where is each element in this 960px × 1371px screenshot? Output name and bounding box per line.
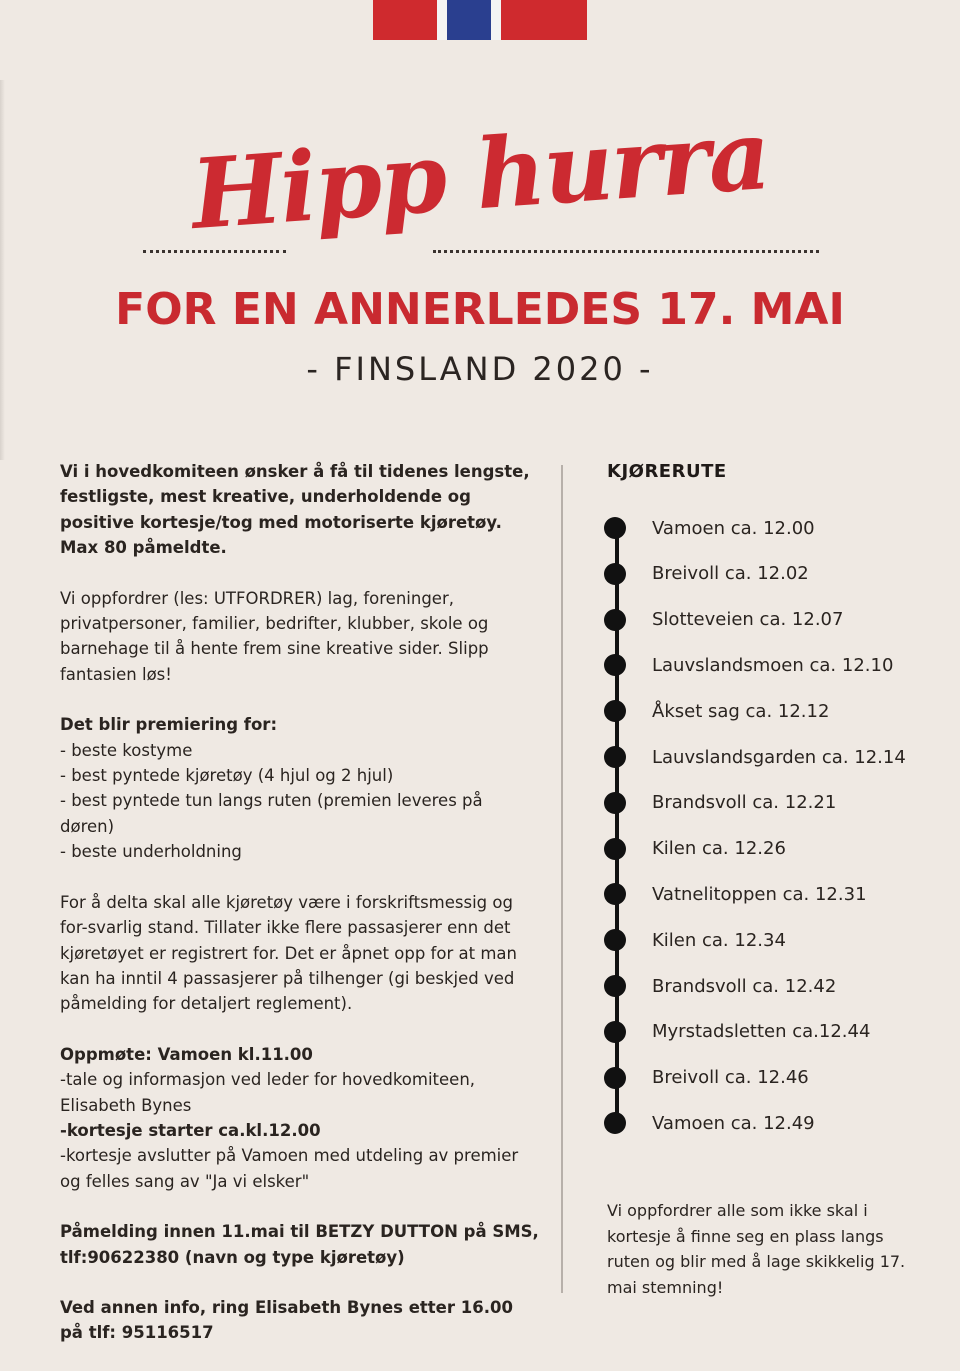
route-note: Vi oppfordrer alle som ikke skal i kortesje å finne seg en plass langs ruten og blir med å lage skikkelig 17. mai stemning!	[607, 1201, 906, 1297]
route-stop-label: Brandsvoll ca. 12.42	[652, 975, 837, 997]
route-stop-label: Brandsvoll ca. 12.21	[652, 792, 837, 814]
route-stop	[604, 790, 836, 816]
subline: - FINSLAND 2020 -	[306, 350, 654, 388]
route-stop-label: Breivoll ca. 12.02	[652, 563, 809, 585]
timeline-dot-icon	[604, 792, 626, 814]
signup-text: Påmelding innen 11.mai til BETZY DUTTON på SMS, tlf:90622380 (navn og type kjøretøy)	[60, 1222, 539, 1267]
route-stop-label: Myrstadsletten ca.12.44	[652, 1021, 871, 1043]
route-stop-label: Åkset sag ca. 12.12	[652, 700, 830, 722]
intro-text: Vi i hovedkomiteen ønsker å få til tidenes lengste, festligste, mest kreative, underholdende og positive kortesje/tog med motoriserte kjøretøy. Max 80 påmeldte.	[60, 462, 530, 558]
meeting-block	[60, 1042, 540, 1194]
timeline-dot-icon	[604, 929, 626, 951]
prizes-heading: Det blir premiering for:	[60, 715, 278, 735]
route-stop-label: Vamoen ca. 12.00	[652, 517, 815, 539]
meeting-end: -kortesje avslutter på Vamoen med utdeling av premier og felles sang av "Ja vi elsker"	[60, 1146, 519, 1191]
timeline-dot-icon	[604, 883, 626, 905]
route-stop	[604, 1019, 870, 1045]
dotted-rule-right	[433, 250, 819, 253]
route-stop	[604, 561, 809, 587]
info-column	[60, 459, 540, 1371]
meeting-heading: Oppmøte: Vamoen kl.11.00	[60, 1044, 313, 1064]
timeline-dot-icon	[604, 746, 626, 768]
route-stop-label: Slotteveien ca. 12.07	[652, 609, 844, 631]
route-stop	[604, 607, 843, 633]
column-divider	[561, 465, 563, 1293]
route-stop-label: Breivoll ca. 12.46	[652, 1067, 809, 1089]
script-title: Hipp hurra	[187, 97, 773, 252]
timeline-dot-icon	[604, 1067, 626, 1089]
route-stop	[604, 973, 836, 999]
timeline-dot-icon	[604, 1112, 626, 1134]
route-stop	[604, 652, 893, 678]
route-stop-label: Lauvslandsgarden ca. 12.14	[652, 746, 906, 768]
headline: FOR EN ANNERLEDES 17. MAI	[115, 284, 845, 335]
norwegian-flag-stripe	[373, 0, 587, 40]
route-stop	[604, 1065, 809, 1091]
route-stop-label: Vatnelitoppen ca. 12.31	[652, 883, 867, 905]
route-stop	[604, 698, 829, 724]
route-stop	[604, 1110, 815, 1136]
route-stop-label: Vamoen ca. 12.49	[652, 1112, 815, 1134]
meeting-speech: -tale og informasjon ved leder for hovedkomiteen, Elisabeth Bynes	[60, 1070, 476, 1115]
route-stop	[604, 515, 815, 541]
timeline-dot-icon	[604, 1021, 626, 1043]
route-stop-label: Kilen ca. 12.26	[652, 838, 786, 860]
rules-text: For å delta skal alle kjøretøy være i forskriftsmessig og for-svarlig stand. Tillater ikke flere passasjerer enn det kjøretøyet er registrert for. Det er åpnet opp for at man kan ha inntil 4 passasjerer på tilhenger (gi beskjed ved påmelding for detaljert reglement).	[60, 892, 517, 1014]
route-stop-label: Kilen ca. 12.34	[652, 929, 786, 951]
prizes-block	[60, 712, 540, 864]
timeline-dot-icon	[604, 563, 626, 585]
route-stop-label: Lauvslandsmoen ca. 12.10	[652, 654, 894, 676]
page-edge-shadow	[0, 80, 5, 460]
dotted-rule-left	[143, 250, 286, 253]
prize-item: - beste underholdning	[60, 842, 242, 862]
timeline-dot-icon	[604, 838, 626, 860]
timeline-dot-icon	[604, 654, 626, 676]
prize-item: - best pyntede kjøretøy (4 hjul og 2 hjul)	[60, 766, 394, 786]
timeline-dot-icon	[604, 609, 626, 631]
route-title: KJØRERUTE	[607, 461, 727, 482]
prize-item: - best pyntede tun langs ruten (premien leveres på døren)	[60, 791, 483, 836]
route-stop	[604, 881, 867, 907]
prize-item: - beste kostyme	[60, 740, 193, 760]
challenge-text: Vi oppfordrer (les: UTFORDRER) lag, foreninger, privatpersoner, familier, bedrifter, klubber, skole og barnehage til å hente frem sine kreative sider. Slipp fantasien løs!	[60, 588, 489, 684]
timeline-dot-icon	[604, 975, 626, 997]
meeting-start: -kortesje starter ca.kl.12.00	[60, 1120, 321, 1140]
route-stop	[604, 836, 786, 862]
route-stop	[604, 927, 786, 953]
timeline-dot-icon	[604, 700, 626, 722]
contact-text: Ved annen info, ring Elisabeth Bynes etter 16.00 på tlf: 95116517	[60, 1297, 513, 1343]
route-stop	[604, 744, 906, 770]
timeline-dot-icon	[604, 517, 626, 539]
